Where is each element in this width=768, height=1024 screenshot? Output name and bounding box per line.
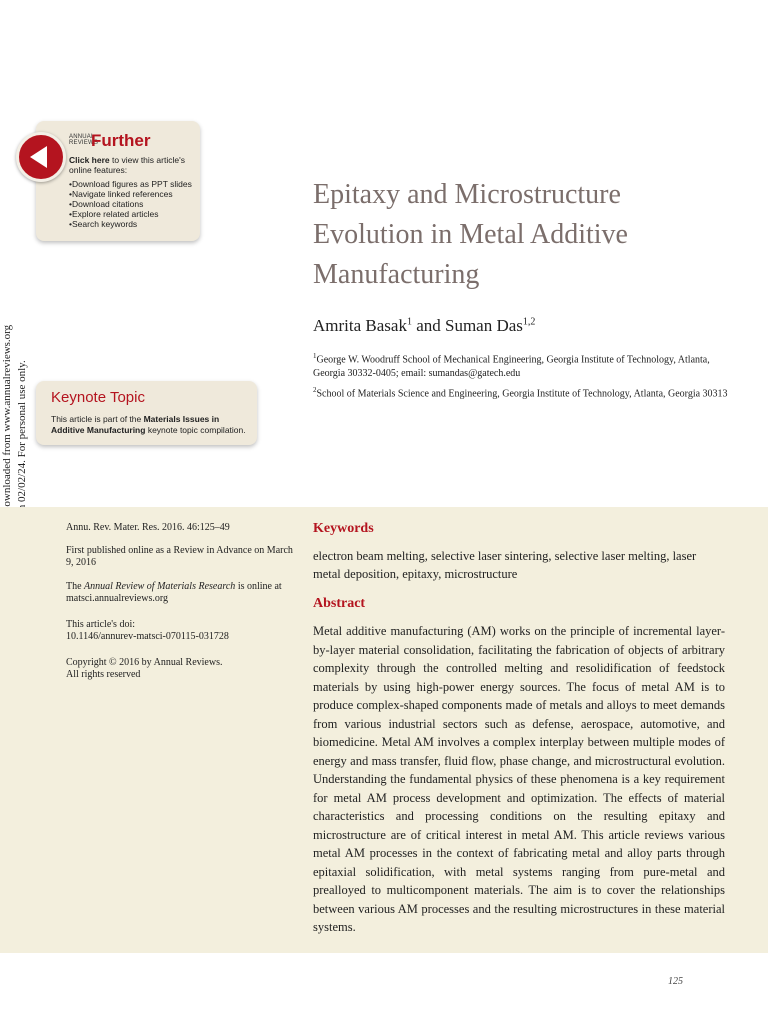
keywords-heading: Keywords bbox=[313, 521, 374, 536]
keynote-description bbox=[51, 414, 251, 436]
online-prefix: The bbox=[66, 581, 85, 592]
doi-label: This article's doi: bbox=[66, 619, 136, 630]
abstract-heading: Abstract bbox=[313, 596, 366, 611]
keynote-text-before: This article is part of the bbox=[51, 414, 144, 424]
play-arrow-icon bbox=[30, 146, 47, 168]
brand-top: ANNUAL bbox=[69, 134, 95, 140]
affiliation-2 bbox=[313, 383, 733, 401]
first-published: First published online as a Review in Advance on March 9, 2016 bbox=[66, 545, 293, 568]
keynote-box[interactable] bbox=[36, 381, 257, 445]
title-line: Manufacturing bbox=[313, 259, 480, 290]
journal-name: Annual Review of Materials Research bbox=[84, 581, 236, 592]
further-title: Further bbox=[91, 131, 151, 150]
keynote-topic-link[interactable]: Materials Issues in Additive Manufacturing bbox=[51, 414, 220, 435]
journal-online bbox=[66, 581, 296, 605]
author-and: and bbox=[411, 316, 445, 335]
doi-link[interactable]: 10.1146/annurev-matsci-070115-031728 bbox=[66, 631, 229, 642]
page-number: 125 bbox=[668, 976, 683, 987]
title-line: Epitaxy and Microstructure bbox=[313, 179, 621, 210]
rights: All rights reserved bbox=[66, 669, 141, 680]
keynote-text-after: keynote topic compilation. bbox=[145, 425, 246, 435]
doi-block bbox=[66, 619, 296, 643]
further-play-button[interactable] bbox=[16, 132, 66, 182]
brand-bottom: REVIEWS bbox=[69, 140, 99, 146]
aff-text: George W. Woodruff School of Mechanical Engineering, Georgia Institute of Technology, Atlanta, Georgia 30332-0405; email: sumandas@gatech.edu bbox=[313, 354, 710, 380]
author-sup: 1,2 bbox=[522, 316, 536, 328]
copyright-block bbox=[66, 657, 296, 681]
keynote-title: Keynote Topic bbox=[51, 389, 145, 406]
click-here-link[interactable]: Click here bbox=[69, 155, 110, 165]
title-line: Evolution in Metal Additive bbox=[313, 219, 628, 250]
article-title bbox=[313, 175, 733, 295]
click-here-rest: to view this article's online features: bbox=[69, 155, 185, 175]
aff-sup: 2 bbox=[313, 386, 317, 394]
list-item: • Navigate linked references bbox=[69, 189, 192, 199]
citation: Annu. Rev. Mater. Res. 2016. 46:125–49 bbox=[66, 522, 230, 533]
further-box[interactable] bbox=[36, 121, 200, 241]
list-item: • Download citations bbox=[69, 199, 192, 209]
copyright: Copyright © 2016 by Annual Reviews. bbox=[66, 657, 223, 668]
author-sup: 1 bbox=[406, 316, 412, 328]
further-features-list bbox=[69, 179, 192, 229]
list-item: • Explore related articles bbox=[69, 209, 192, 219]
aff-text: School of Materials Science and Engineering, Georgia Institute of Technology, Atlanta, Georgia 30313 bbox=[316, 388, 728, 400]
abstract-text: Metal additive manufacturing (AM) works on the principle of incremental layer-by-layer material consolidation, facilitating the fabrication of objects of arbitrary complexity through the controlled melting and resolidification of feedstock materials by using high-power energy sources. The focus of metal AM is to produce complex-shaped components made of metals and alloys to meet demands from various industrial sectors such as defense, aerospace, automotive, and biomedicine. Metal AM involves a complex interplay between multiple modes of energy and mass transfer, fluid flow, phase change, and microstructural evolution. Understanding the fundamental physics of these phenomena is a key requirement for metal AM process development and optimization. The effects of material characteristics and processing conditions on the resulting epitaxy and microstructure are of critical interest in metal AM. This article reviews various metal AM processes in the context of fabricating metal and alloy parts through epitaxial solidification, with metal systems ranging from pure-metal and prealloyed to multicomponent materials. The aim is to cover the relationships between various AM processes and the resulting microstructures in these material systems. bbox=[313, 624, 725, 934]
list-item: • Search keywords bbox=[69, 219, 192, 229]
list-item: • Download figures as PPT slides bbox=[69, 179, 192, 189]
author-name: Amrita Basak bbox=[313, 316, 407, 335]
authors bbox=[313, 316, 535, 336]
affiliation-1 bbox=[313, 349, 733, 381]
aff-sup: 1 bbox=[313, 352, 317, 360]
further-description bbox=[69, 155, 197, 175]
author-name: Suman Das bbox=[445, 316, 523, 335]
online-suffix[interactable]: is online at matsci.annualreviews.org bbox=[66, 581, 282, 604]
keywords-text: electron beam melting, selective laser sintering, selective laser melting, laser metal deposition, epitaxy, microstructure bbox=[313, 549, 697, 581]
